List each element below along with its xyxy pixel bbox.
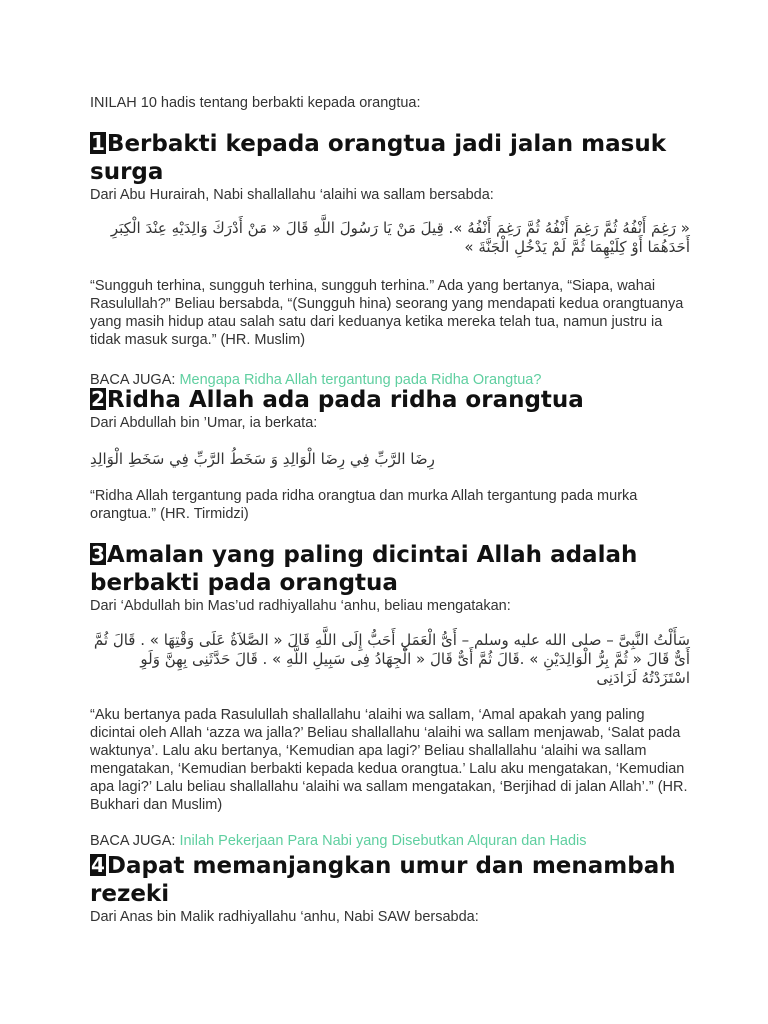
narrator-text: Dari Abu Hurairah, Nabi shallallahu ‘alaihi wa sallam bersabda: — [90, 187, 494, 203]
heading-text: Berbakti kepada orangtua jadi jalan masuk surga — [90, 131, 667, 185]
heading-text: Dapat memanjangkan umur dan menambah rezeki — [90, 853, 676, 907]
translation-text: “Ridha Allah tergantung pada ridha orangtua dan murka Allah tergantung pada murka orangtua.” (HR. Tirmidzi) — [90, 488, 638, 522]
read-also-label: BACA JUGA: — [90, 833, 176, 849]
read-also-link[interactable]: Mengapa Ridha Allah tergantung pada Ridha Orangtua? — [179, 372, 542, 388]
number-badge: 2 — [91, 387, 105, 411]
section-heading — [90, 386, 690, 414]
narrator-text: Dari ‘Abdullah bin Mas’ud radhiyallahu ‘anhu, beliau mengatakan: — [90, 598, 511, 614]
section-4 — [90, 852, 690, 926]
section-3 — [90, 541, 690, 850]
arabic-text: سَأَلْتُ النَّبِىَّ – صلى الله عليه وسلم – أَىُّ الْعَمَلِ أَحَبُّ إِلَى اللَّهِ قَالَ « الصَّلاَةُ عَلَى وَقْتِهَا » . قَالَ ثُمَّ أَىٌّ قَالَ « ثُمَّ بِرُّ الْوَالِدَيْنِ » .قَالَ ثُمَّ أَىٌّ قَالَ « الْجِهَادُ فِى سَبِيلِ اللَّهِ » . قَالَ حَدَّثَنِى بِهِنَّ وَلَوِ اسْتَزَدْتُهُ لَزَادَنِى — [93, 631, 690, 687]
arabic-text: « رَغِمَ أَنْفُهُ ثُمَّ رَغِمَ أَنْفُهُ ثُمَّ رَغِمَ أَنْفُهُ ». قِيلَ مَنْ يَا رَسُولَ اللَّهِ قَالَ « مَنْ أَدْرَكَ وَالِدَيْهِ عِنْدَ الْكِبَرِ أَحَدَهُمَا أَوْ كِلَيْهِمَا ثُمَّ لَمْ يَدْخُلِ الْجَنَّةَ » — [110, 219, 690, 256]
translation-text: “Sungguh terhina, sungguh terhina, sungguh terhina.” Ada yang bertanya, “Siapa, wahai Rasulullah?” Beliau bersabda, “(Sungguh hina) seorang yang mendapati kedua orangtuanya yang masih hidup atau salah satu dari keduanya ketika mereka telah tua, namun justru ia tidak masuk surga.” (HR. Muslim) — [90, 278, 684, 348]
section-2 — [90, 386, 690, 523]
read-also — [90, 832, 690, 850]
arabic-text: رِضَا الرَّبِّ فِي رِضَا الْوَالِدِ وَ سَخَطُ الرَّبِّ فِي سَخَطِ الْوَالِدِ — [90, 450, 435, 468]
narrator-text: Dari Abdullah bin ’Umar, ia berkata: — [90, 415, 318, 431]
section-heading — [90, 852, 690, 908]
section-heading — [90, 541, 690, 597]
number-badge: 4 — [91, 853, 105, 877]
intro-text: INILAH 10 hadis tentang berbakti kepada orangtua: — [90, 95, 421, 111]
number-badge: 1 — [91, 131, 105, 155]
narrator-text: Dari Anas bin Malik radhiyallahu ‘anhu, Nabi SAW bersabda: — [90, 909, 479, 925]
read-also-label: BACA JUGA: — [90, 372, 176, 388]
number-badge: 3 — [91, 542, 105, 566]
read-also-link[interactable]: Inilah Pekerjaan Para Nabi yang Disebutkan Alquran dan Hadis — [179, 833, 587, 849]
translation-text: “Aku bertanya pada Rasulullah shallallahu ‘alaihi wa sallam, ‘Amal apakah yang paling dicintai oleh Allah ‘azza wa jalla?’ Beliau shallallahu ‘alaihi wa sallam menjawab, ‘Salat pada waktunya’. Lalu aku bertanya, ‘Kemudian apa lagi?’ Beliau shallallahu ‘alaihi wa sallam mengatakan, ‘Kemudian berbakti kepada kedua orangtua.’ Lalu aku mengatakan, ‘Kemudian apa lagi?’ Lalu beliau shallallahu ‘alaihi wa sallam mengatakan, ‘Berjihad di jalan Allah’.” (HR. Bukhari dan Muslim) — [90, 707, 688, 813]
heading-text: Amalan yang paling dicintai Allah adalah berbakti pada orangtua — [90, 542, 638, 596]
section-1 — [90, 130, 690, 389]
section-heading — [90, 130, 690, 186]
heading-text: Ridha Allah ada pada ridha orangtua — [106, 387, 584, 413]
